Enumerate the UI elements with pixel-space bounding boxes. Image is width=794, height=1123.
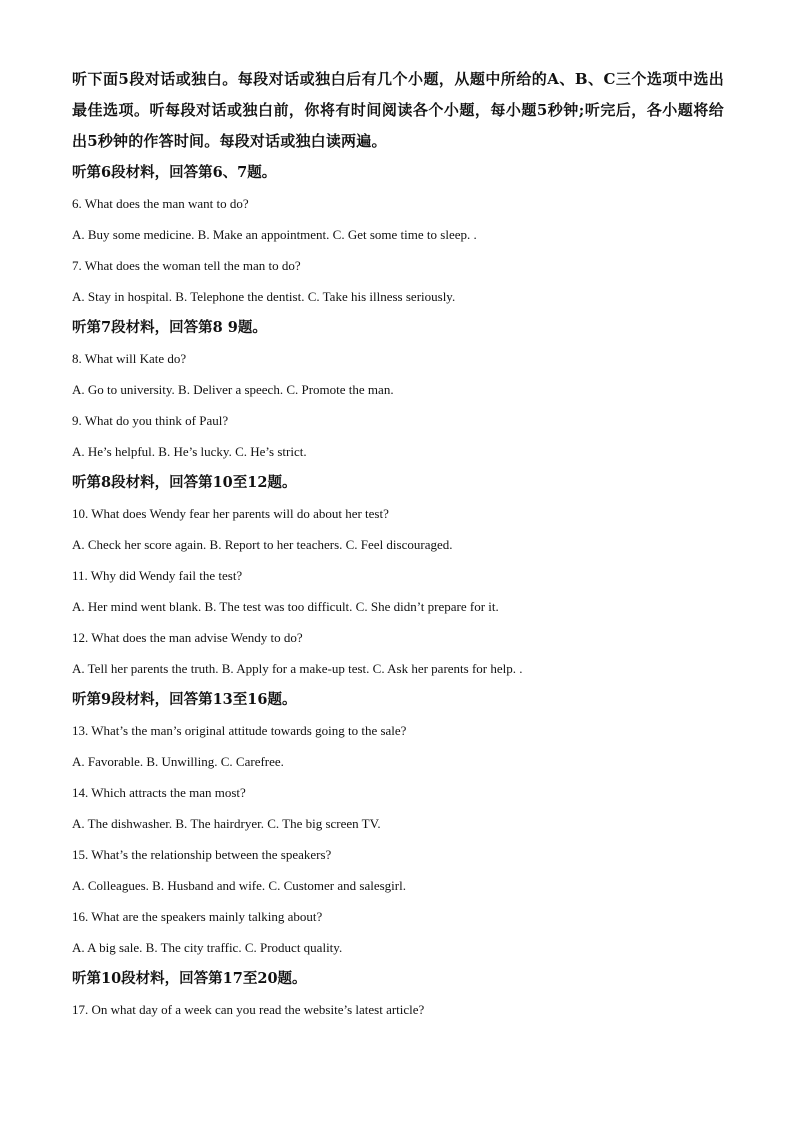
question-options: A. Check her score again. B. Report to her teachers. C. Feel discouraged. [72,537,453,552]
question-text: 15. What’s the relationship between the speakers? [72,847,332,862]
question-options: A. The dishwasher. B. The hairdryer. C. The big screen TV. [72,816,381,831]
question-options: A. Favorable. B. Unwilling. C. Carefree. [72,754,284,769]
section-7 [72,312,724,467]
section-heading: 听第10段材料，回答第17至20题。 [72,970,307,987]
question-options: A. Tell her parents the truth. B. Apply for a make-up test. C. Ask her parents for help. . [72,661,523,676]
document-page [72,64,724,1025]
question-text: 13. What’s the man’s original attitude towards going to the sale? [72,723,407,738]
question-text: 14. Which attracts the man most? [72,785,246,800]
listening-instructions: 听下面5段对话或独白。每段对话或独白后有几个小题，从题中所给的A、B、C三个选项中选出最佳选项。听每段对话或独白前，你将有时间阅读各个小题，每小题5秒钟;听完后，各小题将给出5秒钟的作答时间。每段对话或独白读两遍。 [72,70,724,150]
question-options: A. Colleagues. B. Husband and wife. C. Customer and salesgirl. [72,878,406,893]
section-8 [72,467,724,684]
section-9 [72,684,724,963]
question-text: 7. What does the woman tell the man to do? [72,258,301,273]
question-options: A. Her mind went blank. B. The test was too difficult. C. She didn’t prepare for it. [72,599,499,614]
question-text: 9. What do you think of Paul? [72,413,229,428]
question-text: 11. Why did Wendy fail the test? [72,568,243,583]
question-options: A. Buy some medicine. B. Make an appointment. C. Get some time to sleep. . [72,227,477,242]
section-6 [72,157,724,312]
question-text: 6. What does the man want to do? [72,196,249,211]
question-text: 16. What are the speakers mainly talking about? [72,909,323,924]
question-text: 10. What does Wendy fear her parents will do about her test? [72,506,389,521]
question-text: 17. On what day of a week can you read the website’s latest article? [72,1002,425,1017]
question-options: A. Go to university. B. Deliver a speech. C. Promote the man. [72,382,394,397]
section-heading: 听第6段材料，回答第6、7题。 [72,164,277,181]
question-text: 12. What does the man advise Wendy to do? [72,630,303,645]
question-text: 8. What will Kate do? [72,351,187,366]
section-heading: 听第7段材料，回答第8 9题。 [72,319,267,336]
section-heading: 听第9段材料，回答第13至16题。 [72,691,297,708]
question-options: A. A big sale. B. The city traffic. C. Product quality. [72,940,343,955]
question-options: A. Stay in hospital. B. Telephone the dentist. C. Take his illness seriously. [72,289,456,304]
section-heading: 听第8段材料，回答第10至12题。 [72,474,297,491]
section-10 [72,963,724,1025]
question-options: A. He’s helpful. B. He’s lucky. C. He’s strict. [72,444,307,459]
